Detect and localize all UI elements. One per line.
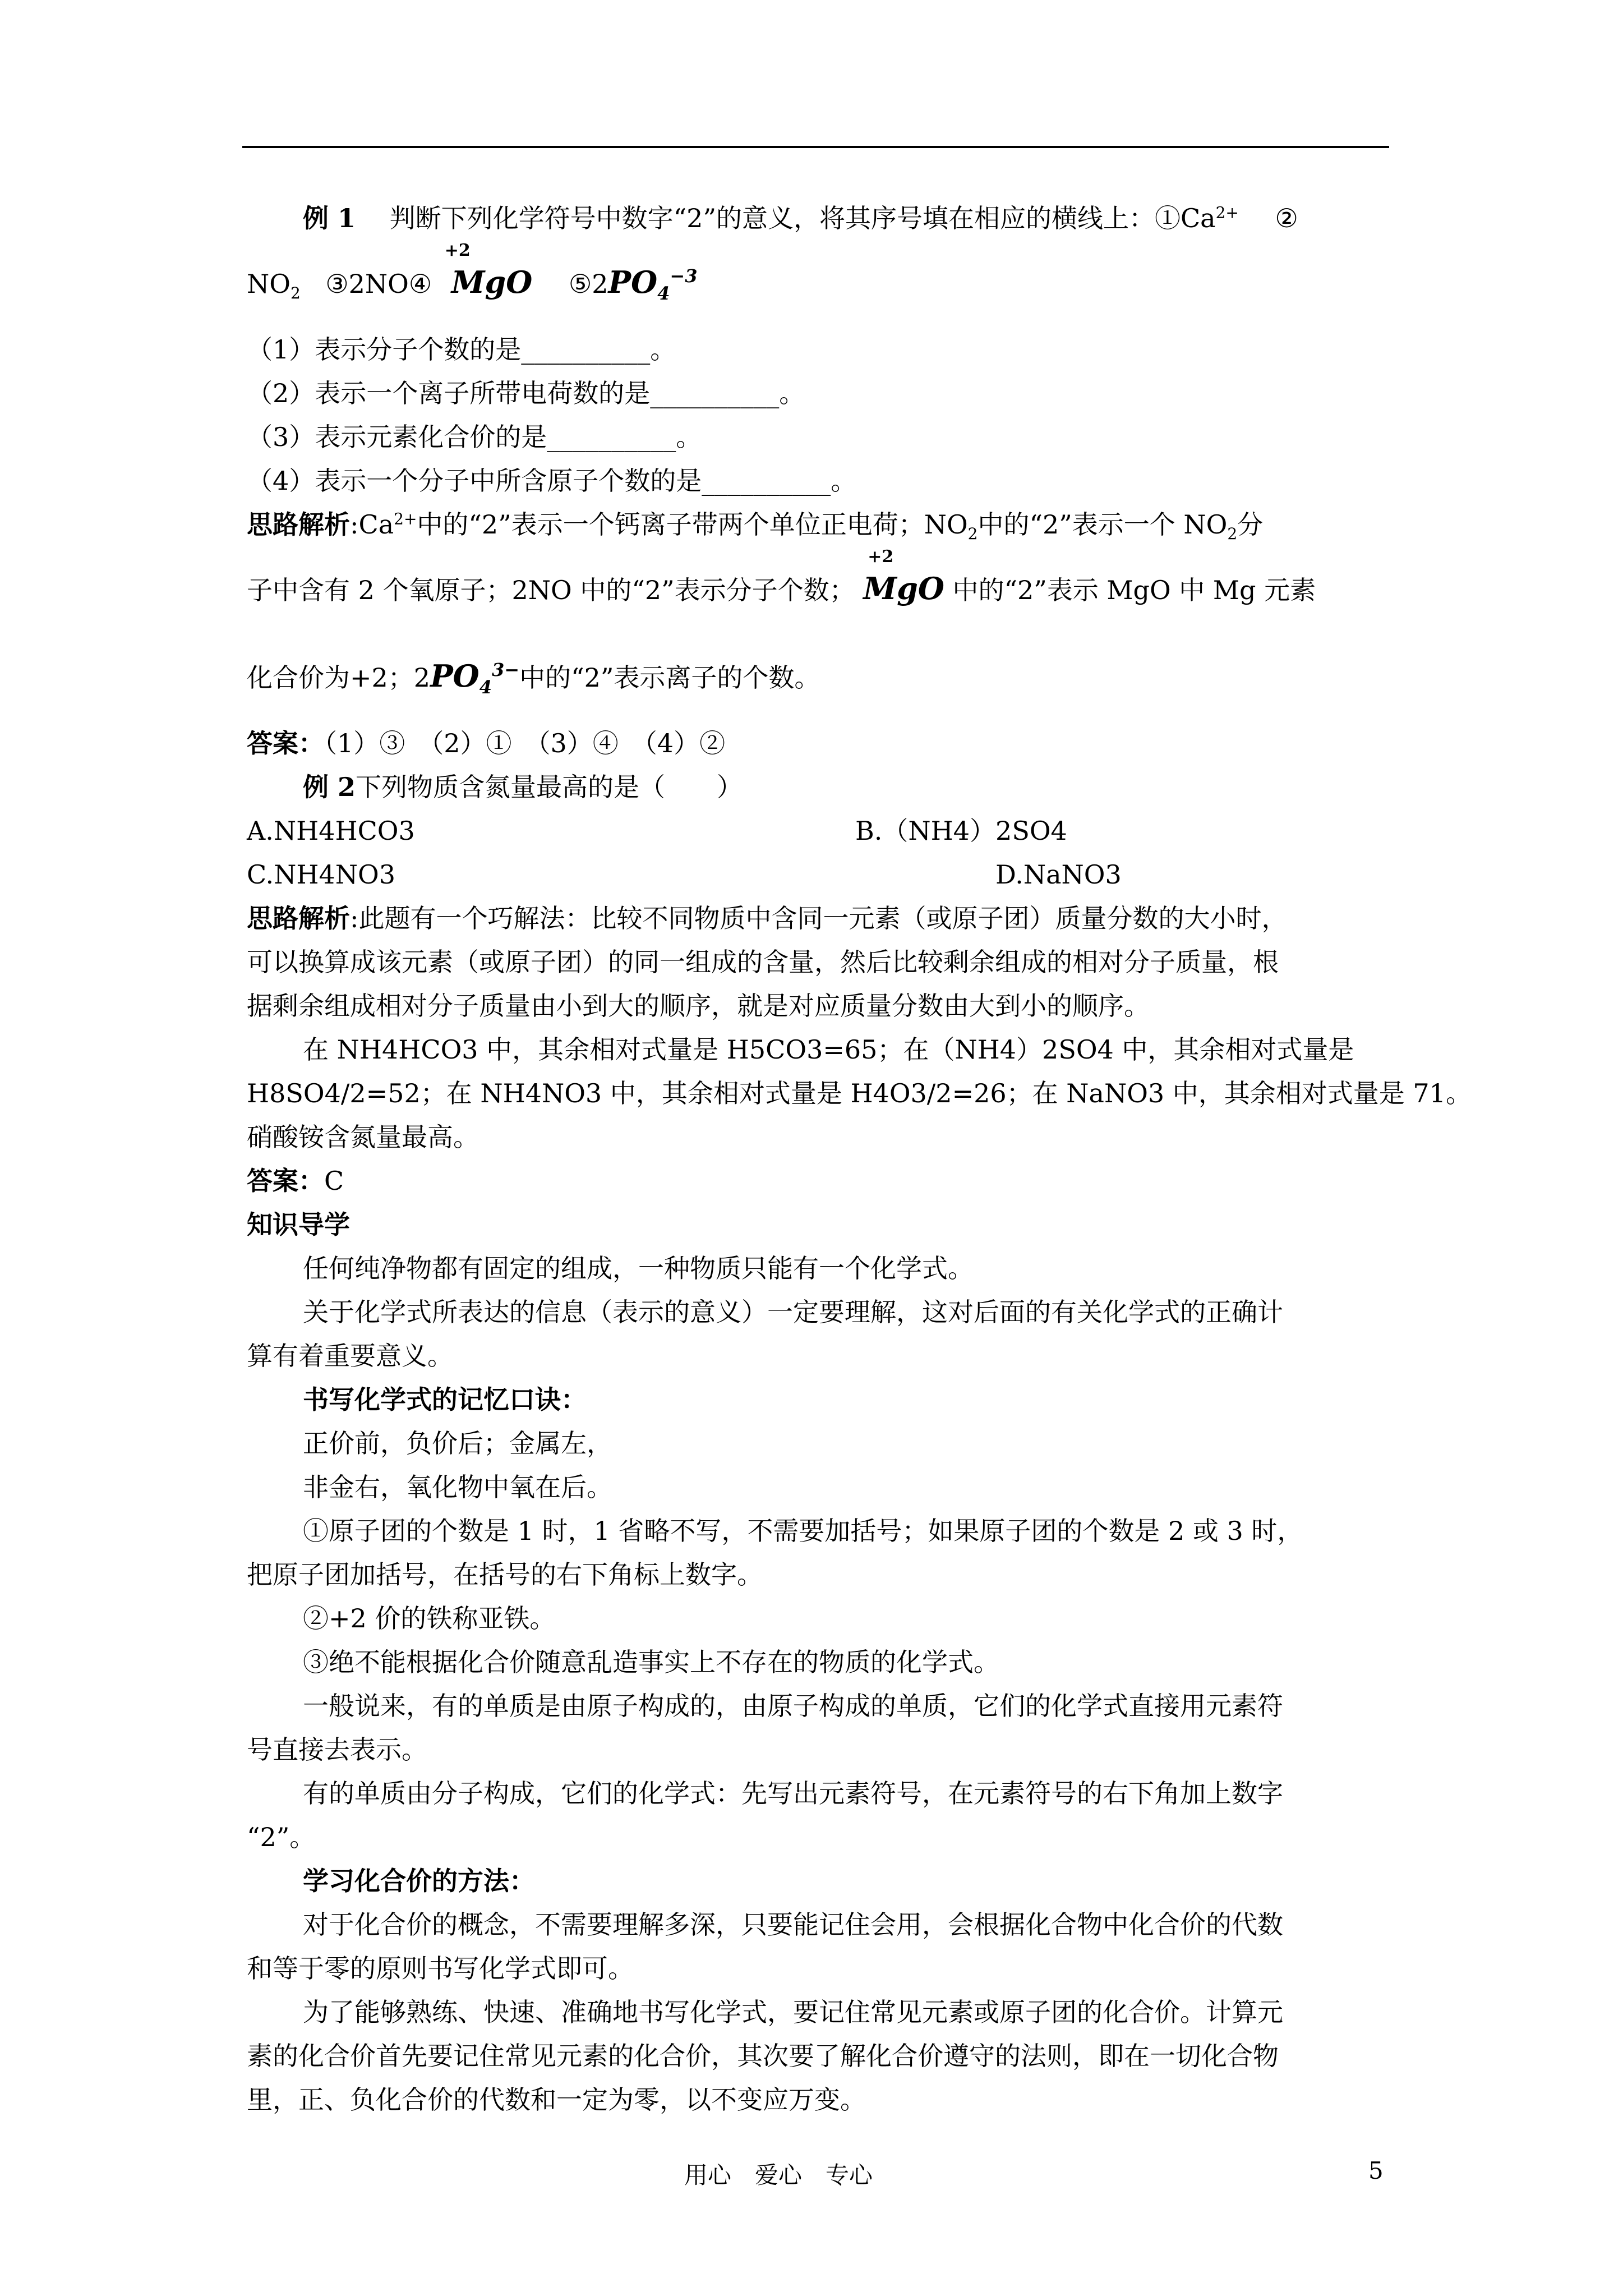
valence-paragraph-2-line-1: 为了能够熟练、快速、准确地书写化学式，要记住常见元素或原子团的化合价。计算元 <box>303 1997 1283 2027</box>
question-1: （1）表示分子个数的是__________。 <box>247 334 676 365</box>
example-2-calc-line-3: 硝酸铵含氮量最高。 <box>247 1122 479 1152</box>
option-b: B.（NH4）2SO4 <box>855 816 1067 846</box>
example-1-label: 例 1 <box>303 203 356 233</box>
guide-paragraph-2-line-1: 关于化学式所表达的信息（表示的意义）一定要理解，这对后面的有关化学式的正确计 <box>303 1297 1283 1327</box>
example-2-options-cd <box>247 853 1391 896</box>
valence-paragraph-1-line-1: 对于化合价的概念，不需要理解多深，只要能记住会用，会根据化合物中化合价的代数 <box>303 1910 1283 1940</box>
analysis-label: 思路解析 <box>247 903 350 933</box>
valence-heading: 学习化合价的方法： <box>303 1866 535 1896</box>
guide-paragraph-4-line-2: “2”。 <box>247 1822 316 1852</box>
question-2: （2）表示一个离子所带电荷数的是__________。 <box>247 378 805 408</box>
rule-1-line-1: ①原子团的个数是 1 时，1 省略不写，不需要加括号；如果原子团的个数是 2 或 3 时， <box>303 1516 1303 1546</box>
footer-motto: 用心 爱心 专心 <box>684 2161 873 2189</box>
mnemonic-line-2: 非金右，氧化物中氧在后。 <box>303 1472 612 1502</box>
guide-paragraph-1: 任何纯净物都有固定的组成，一种物质只能有一个化学式。 <box>303 1253 974 1283</box>
phosphate-formula-analysis: $PO_4^{3-}$ <box>430 658 520 698</box>
valence-paragraph-2-line-2: 素的化合价首先要记住常见元素的化合价，其次要了解化合价遵守的法则，即在一切化合物 <box>247 2041 1279 2071</box>
page-content <box>247 196 1472 2122</box>
example-1-answer: 答案：（1）③ （2）① （3）④ （4）② <box>247 728 726 758</box>
valence-paragraph-1-line-2: 和等于零的原则书写化学式即可。 <box>247 1953 634 1984</box>
example-1-symbols: $NO_2$ ③2NO④ +2 MgO $⑤2PO_4^{-3}$ <box>247 241 698 304</box>
guide-paragraph-3-line-2: 号直接去表示。 <box>247 1734 427 1765</box>
example-2-label: 例 2 <box>303 772 356 802</box>
option-a: A.NH4HCO3 <box>247 816 415 846</box>
answer-label: 答案： <box>247 1166 324 1196</box>
example-1-analysis-line-3: 化合价为+2；$2PO_4^{3-}$中的“2”表示离子的个数。 <box>247 658 820 698</box>
rule-3: ③绝不能根据化合价随意乱造事实上不存在的物质的化学式。 <box>303 1647 999 1677</box>
guide-heading: 知识导学 <box>247 1209 350 1240</box>
answer-label: 答案： <box>247 728 324 758</box>
mnemonic-line-1: 正价前，负价后；金属左， <box>303 1428 612 1458</box>
guide-paragraph-3-line-1: 一般说来，有的单质是由原子构成的，由原子构成的单质，它们的化学式直接用元素符 <box>303 1691 1283 1721</box>
example-2-calc-line-2: H8SO4/2=52；在 NH4NO3 中，其余相对式量是 H4O3/2=26；在 NaNO3 中，其余相对式量是 71。 <box>247 1078 1472 1108</box>
example-2-analysis-line-3: 据剩余组成相对分子质量由小到大的顺序，就是对应质量分数由大到小的顺序。 <box>247 991 1150 1021</box>
example-2-analysis-line-1: 思路解析:此题有一个巧解法：比较不同物质中含同一元素（或原子团）质量分数的大小时， <box>247 903 1288 933</box>
example-1-analysis-line-1: 思路解析$:Ca^{2+}$中的“2”表示一个钙离子带两个单位正电荷；$NO_2$中的“2”表示一个 $NO_2$分 <box>247 509 1264 544</box>
example-1-question: 例 1 判断下列化学符号中数字“2”的意义，将其序号填在相应的横线上：$①Ca^{2+}$ ② <box>303 203 1298 233</box>
page-number: 5 <box>1368 2157 1384 2184</box>
mgo-formula: +2 MgO <box>444 241 533 300</box>
valence-paragraph-2-line-3: 里，正、负化合价的代数和一定为零，以不变应万变。 <box>247 2085 866 2115</box>
rule-1-line-2: 把原子团加括号，在括号的右下角标上数字。 <box>247 1559 763 1590</box>
mgo-formula-analysis: +2 MgO <box>863 547 944 606</box>
question-3: （3）表示元素化合价的是__________。 <box>247 422 702 452</box>
option-d: D.NaNO3 <box>995 859 1122 890</box>
header-rule <box>242 146 1389 148</box>
example-1-question-text: 判断下列化学符号中数字“2”的意义，将其序号填在相应的横线上：①Ca <box>389 203 1216 233</box>
option-c: C.NH4NO3 <box>247 859 396 890</box>
rule-2: ②+2 价的铁称亚铁。 <box>303 1603 556 1634</box>
example-2-question: 例 2下列物质含氮量最高的是（ ） <box>303 772 743 802</box>
mnemonic-heading: 书写化学式的记忆口诀： <box>303 1384 587 1415</box>
analysis-label: 思路解析 <box>247 509 350 540</box>
example-2-analysis-line-2: 可以换算成该元素（或原子团）的同一组成的含量，然后比较剩余组成的相对分子质量，根 <box>247 947 1279 977</box>
example-2-calc-line-1: 在 NH4HCO3 中，其余相对式量是 H5CO3=65；在（NH4）2SO4 中，其余相对式量是 <box>303 1034 1354 1065</box>
example-2-options-ab <box>247 809 1391 853</box>
phosphate-formula: $PO_4^{-3}$ <box>608 264 698 304</box>
example-2-answer: 答案：C <box>247 1166 344 1196</box>
question-4: （4）表示一个分子中所含原子个数的是__________。 <box>247 466 857 496</box>
example-1-analysis-line-2: 子中含有 2 个氧原子；2NO 中的“2”表示分子个数； +2 MgO 中的“2”表示 MgO 中 Mg 元素 <box>247 547 1316 606</box>
guide-paragraph-4-line-1: 有的单质由分子构成，它们的化学式：先写出元素符号，在元素符号的右下角加上数字 <box>303 1778 1283 1809</box>
page-footer <box>0 2157 1623 2191</box>
guide-paragraph-2-line-2: 算有着重要意义。 <box>247 1341 453 1371</box>
